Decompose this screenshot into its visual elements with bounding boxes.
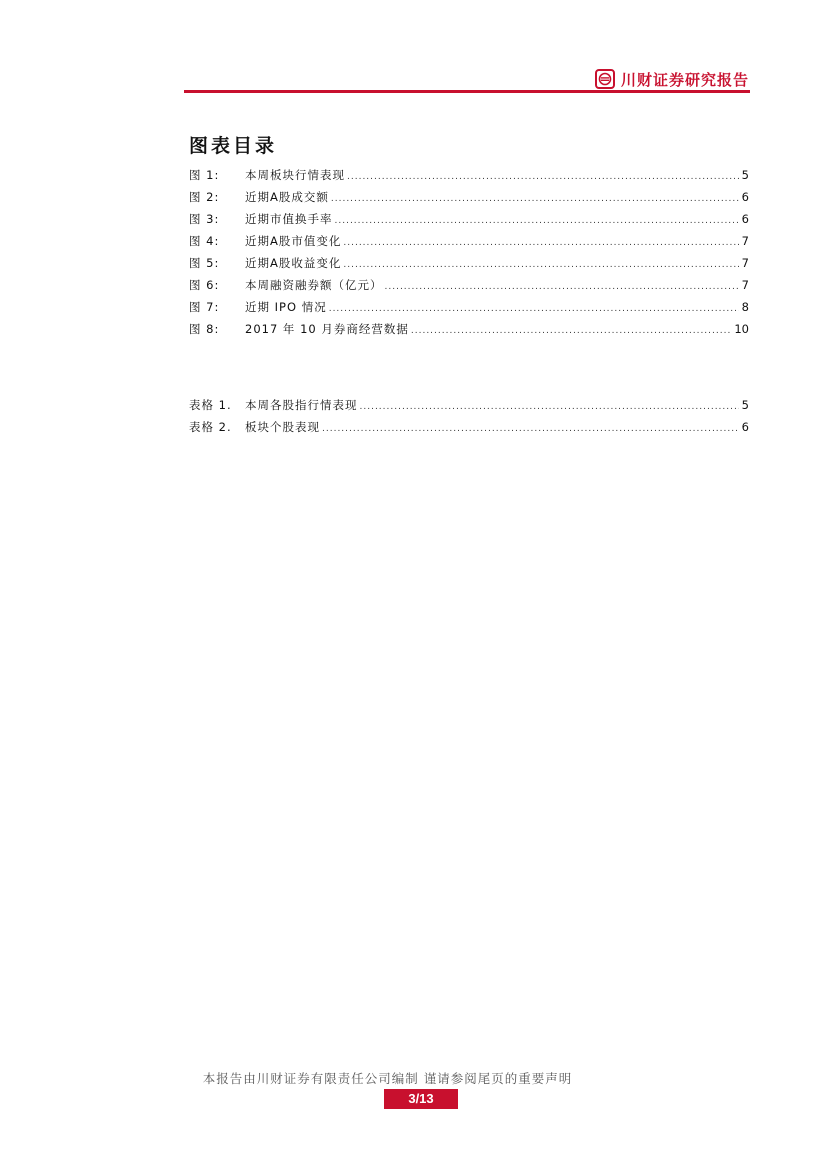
toc-entry-label: 图 6: bbox=[189, 278, 220, 292]
table-toc bbox=[189, 394, 749, 438]
toc-entry[interactable] bbox=[189, 416, 749, 438]
header-rule bbox=[184, 90, 750, 93]
toc-entry-label: 图 4: bbox=[189, 234, 220, 248]
toc-entry-label: 表格 2. bbox=[189, 420, 232, 434]
toc-entry[interactable] bbox=[189, 164, 749, 186]
toc-entry[interactable] bbox=[189, 230, 749, 252]
toc-entry-label: 图 5: bbox=[189, 256, 220, 270]
toc-entry-page: 6 bbox=[741, 212, 749, 226]
toc-entry-label: 图 3: bbox=[189, 212, 220, 226]
toc-entry-title: 近期A股收益变化 bbox=[245, 256, 342, 270]
toc-entry[interactable] bbox=[189, 318, 749, 340]
toc-leader-dots bbox=[385, 276, 740, 298]
toc-entry-label: 图 7: bbox=[189, 300, 220, 314]
toc-entry[interactable] bbox=[189, 208, 749, 230]
toc-entry-title: 近期A股成交额 bbox=[245, 190, 329, 204]
toc-entry-page: 10 bbox=[734, 322, 749, 336]
toc-entry-label: 表格 1. bbox=[189, 398, 232, 412]
toc-entry[interactable] bbox=[189, 252, 749, 274]
toc-entry-title: 本周板块行情表现 bbox=[245, 168, 345, 182]
toc-leader-dots bbox=[360, 396, 740, 418]
footer-disclaimer: 本报告由川财证券有限责任公司编制 谨请参阅尾页的重要声明 bbox=[202, 1071, 573, 1086]
toc-entry-page: 5 bbox=[741, 398, 749, 412]
toc-leader-dots bbox=[322, 418, 739, 440]
toc-entry-label: 图 2: bbox=[189, 190, 220, 204]
toc-leader-dots bbox=[329, 298, 739, 320]
toc-entry-title: 近期 IPO 情况 bbox=[245, 300, 327, 314]
toc-entry-title: 近期A股市值变化 bbox=[245, 234, 342, 248]
toc-entry-page: 5 bbox=[741, 168, 749, 182]
toc-entry[interactable] bbox=[189, 394, 749, 416]
page-title: 图表目录 bbox=[189, 135, 278, 157]
brand-name: 川财证券研究报告 bbox=[620, 70, 749, 89]
toc-entry-page: 7 bbox=[741, 234, 749, 248]
brand-logo-icon bbox=[595, 69, 615, 89]
toc-entry[interactable] bbox=[189, 296, 749, 318]
toc-entry-title: 本周各股指行情表现 bbox=[245, 398, 358, 412]
toc-leader-dots bbox=[335, 210, 740, 232]
toc-leader-dots bbox=[331, 188, 739, 210]
toc-leader-dots bbox=[343, 232, 739, 254]
toc-entry-label: 图 1: bbox=[189, 168, 220, 182]
toc-leader-dots bbox=[411, 320, 732, 342]
header-brand bbox=[595, 68, 749, 90]
toc-entry[interactable] bbox=[189, 186, 749, 208]
toc-entry-page: 7 bbox=[741, 278, 749, 292]
toc-entry-label: 图 8: bbox=[189, 322, 220, 336]
toc-entry-page: 8 bbox=[741, 300, 749, 314]
toc-entry-title: 本周融资融券额（亿元） bbox=[245, 278, 383, 292]
toc-leader-dots bbox=[343, 254, 739, 276]
toc-entry-title: 近期市值换手率 bbox=[245, 212, 333, 226]
figure-toc bbox=[189, 164, 749, 340]
page-number-badge: 3/13 bbox=[384, 1089, 458, 1109]
toc-entry-page: 6 bbox=[741, 420, 749, 434]
toc-entry-page: 6 bbox=[741, 190, 749, 204]
toc-entry-page: 7 bbox=[741, 256, 749, 270]
toc-entry-title: 板块个股表现 bbox=[245, 420, 320, 434]
toc-entry-title: 2017 年 10 月券商经营数据 bbox=[245, 322, 409, 336]
toc-leader-dots bbox=[347, 166, 739, 188]
toc-entry[interactable] bbox=[189, 274, 749, 296]
